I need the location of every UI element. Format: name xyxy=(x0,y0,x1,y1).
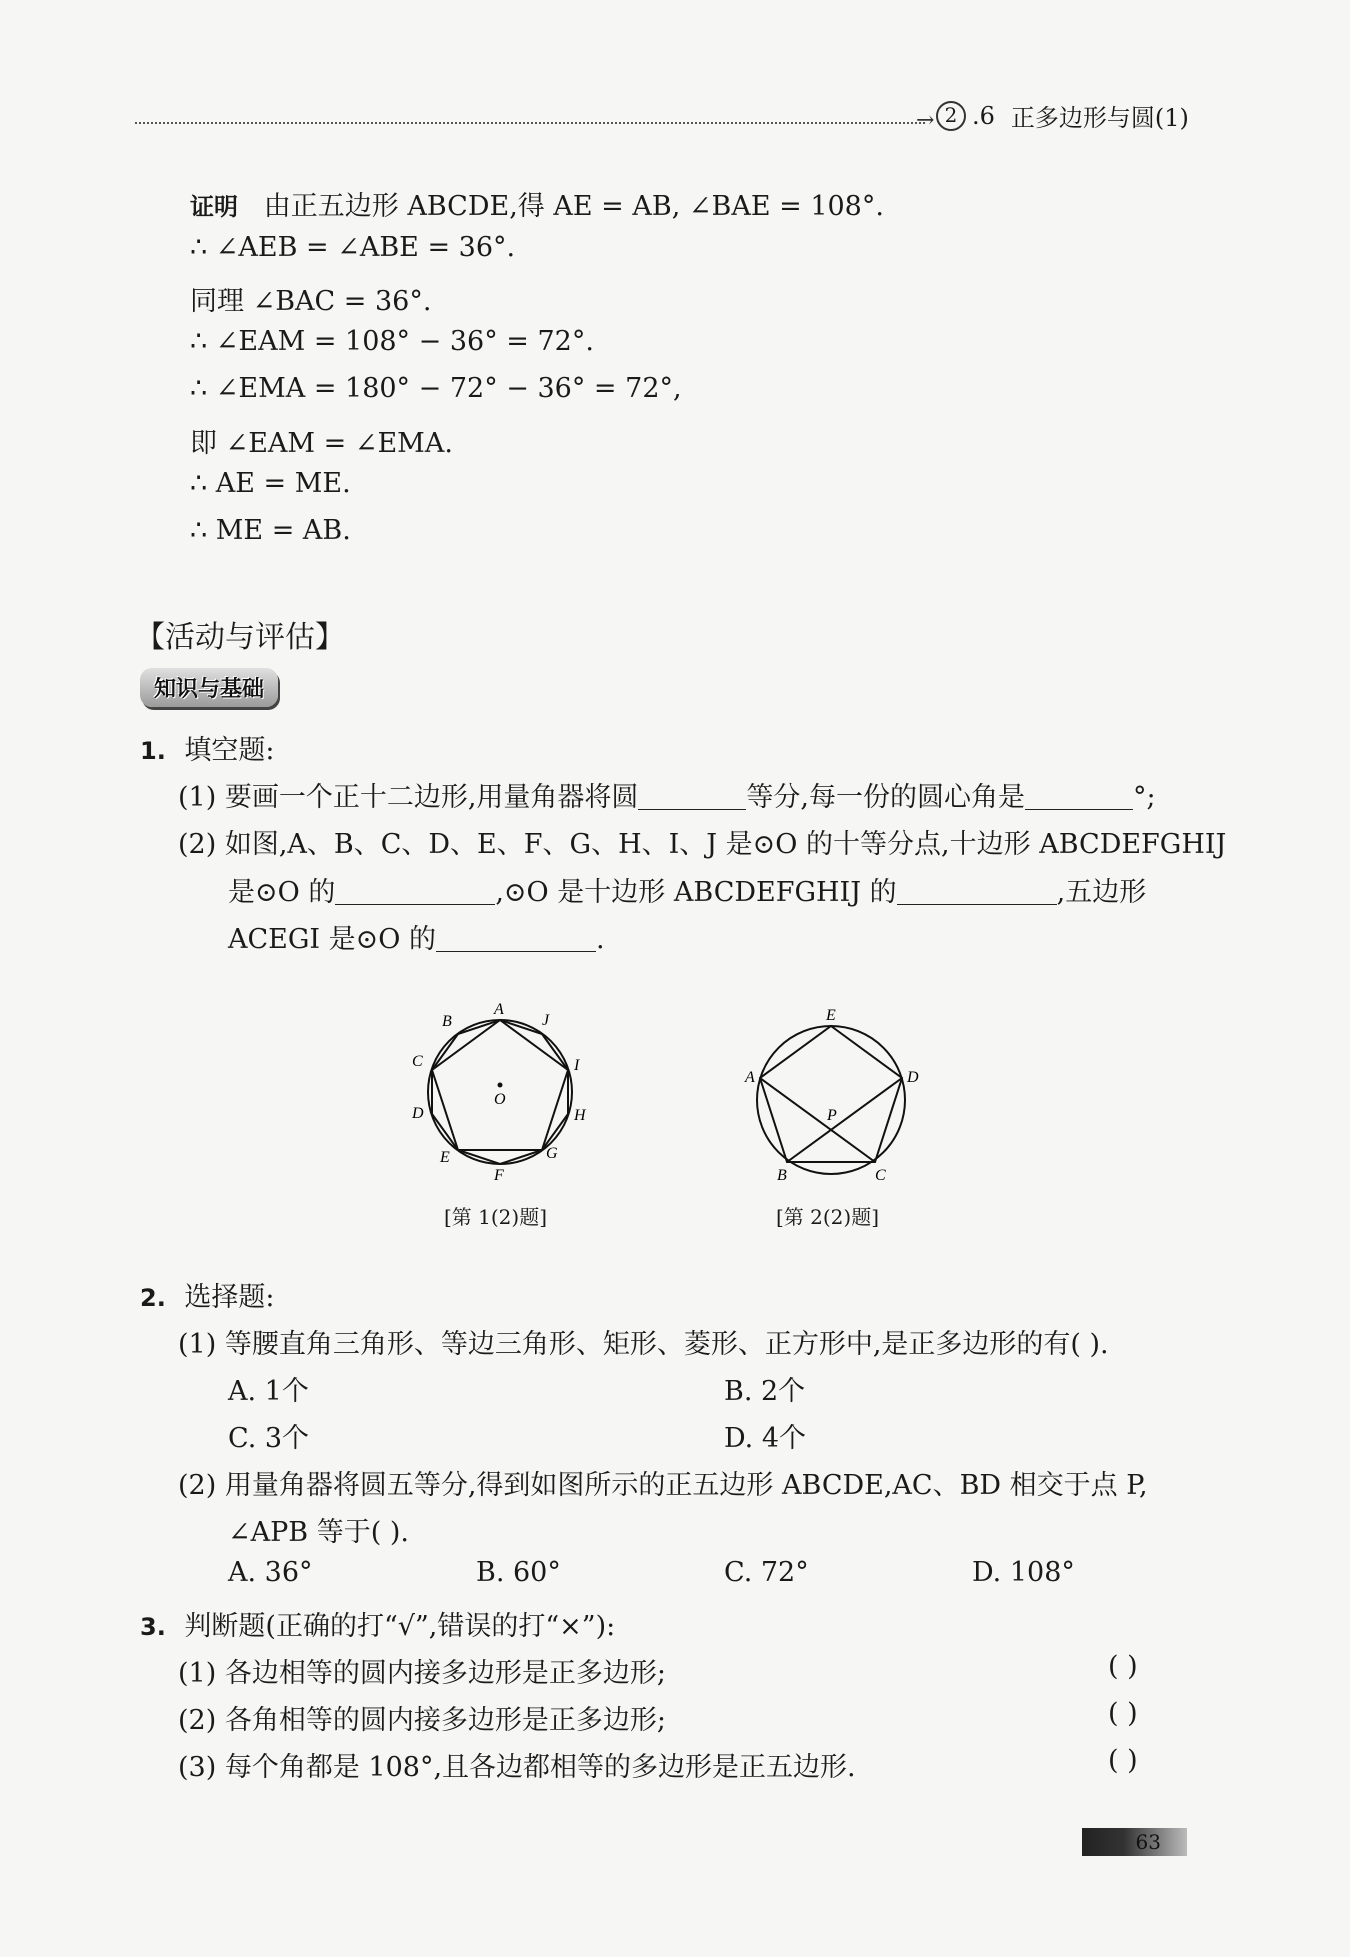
arrow-icon: → xyxy=(916,108,935,133)
q1-part2-text-e: . xyxy=(596,924,605,955)
section-number: .6 xyxy=(972,101,995,130)
proof-text: 由正五边形 ABCDE,得 AE = AB, ∠BAE = 108°. xyxy=(263,191,884,222)
label-d: D xyxy=(907,1069,919,1086)
q1-part2-line2 xyxy=(228,870,1146,909)
q3-item-2: (2) 各角相等的圆内接多边形是正多边形; xyxy=(178,1705,666,1736)
label-f: F xyxy=(494,1167,504,1184)
label-d: D xyxy=(412,1105,424,1122)
q1-number: 1. xyxy=(140,737,166,765)
proof-line-2: ∴ ∠AEB = ∠ABE = 36°. xyxy=(190,232,516,263)
proof-line-6: 即 ∠EAM = ∠EMA. xyxy=(190,428,453,459)
chapter-number: 2 xyxy=(936,101,966,131)
q3-item-1: (1) 各边相等的圆内接多边形是正多边形; xyxy=(178,1658,666,1689)
proof-line-3: 同理 ∠BAC = 36°. xyxy=(190,286,432,317)
q1-part2-line1: (2) 如图,A、B、C、D、E、F、G、H、I、J 是⊙O 的十等分点,十边形 ABCDEFGHIJ xyxy=(178,829,1227,860)
label-a: A xyxy=(494,1001,504,1018)
q1-part1-text-c: °; xyxy=(1133,782,1156,813)
answer-blank[interactable] xyxy=(436,927,596,952)
label-o: O xyxy=(494,1091,506,1108)
q2-number: 2. xyxy=(140,1284,166,1312)
label-h: H xyxy=(574,1107,586,1124)
label-g: G xyxy=(546,1145,558,1162)
q3-answer-2[interactable]: ( ) xyxy=(1108,1698,1138,1729)
proof-line-5: ∴ ∠EMA = 180° − 72° − 36° = 72°, xyxy=(190,373,682,404)
circle-o xyxy=(757,1026,905,1174)
label-p: P xyxy=(827,1107,837,1124)
label-b: B xyxy=(777,1167,787,1184)
figure-2-pentagon xyxy=(735,1000,935,1190)
page-number: 63 xyxy=(1082,1828,1187,1856)
q3-answer-3[interactable]: ( ) xyxy=(1108,1745,1138,1776)
label-e: E xyxy=(826,1007,836,1024)
q1-part1 xyxy=(178,775,1156,814)
label-c: C xyxy=(412,1053,423,1070)
center-point xyxy=(498,1083,503,1088)
q3-item-3: (3) 每个角都是 108°,且各边都相等的多边形是正五边形. xyxy=(178,1752,856,1783)
q1-heading xyxy=(140,728,275,767)
q2-p1-option-c[interactable]: C. 3个 xyxy=(228,1423,310,1454)
proof-line-4: ∴ ∠EAM = 108° − 36° = 72°. xyxy=(190,326,594,357)
q1-part2-text-a: 是⊙O 的 xyxy=(228,877,336,908)
q2-part2-line1: (2) 用量角器将圆五等分,得到如图所示的正五边形 ABCDE,AC、BD 相交于点 P, xyxy=(178,1470,1148,1501)
header-rule xyxy=(135,122,925,124)
label-i: I xyxy=(574,1057,580,1074)
label-j: J xyxy=(542,1012,550,1029)
figure-1-decagon xyxy=(400,990,600,1190)
q3-heading xyxy=(140,1604,615,1643)
q2-heading xyxy=(140,1275,275,1314)
q2-part2-line2: ∠APB 等于( ). xyxy=(228,1517,409,1548)
q1-title: 填空题: xyxy=(184,735,275,766)
label-a: A xyxy=(745,1069,755,1086)
label-b: B xyxy=(442,1013,452,1030)
label-c: C xyxy=(875,1167,886,1184)
answer-blank[interactable] xyxy=(335,880,495,905)
q2-p1-option-d[interactable]: D. 4个 xyxy=(724,1423,807,1454)
q1-part2-text-d: ACEGI 是⊙O 的 xyxy=(228,924,437,955)
q1-part1-text-a: (1) 要画一个正十二边形,用量角器将圆 xyxy=(178,782,639,813)
activity-section-title: 【活动与评估】 xyxy=(135,620,345,655)
figure-1-caption: [第 1(2)题] xyxy=(444,1205,548,1229)
knowledge-badge: 知识与基础 xyxy=(140,668,278,707)
answer-blank[interactable] xyxy=(638,785,746,810)
q2-p2-option-a[interactable]: A. 36° xyxy=(228,1557,313,1588)
q2-p2-option-c[interactable]: C. 72° xyxy=(724,1557,809,1588)
q2-p2-option-d[interactable]: D. 108° xyxy=(972,1557,1075,1588)
q2-p1-option-a[interactable]: A. 1个 xyxy=(228,1376,309,1407)
q2-p1-option-b[interactable]: B. 2个 xyxy=(724,1376,806,1407)
proof-line-8: ∴ ME = AB. xyxy=(190,515,351,546)
q1-part2-line3 xyxy=(228,917,605,956)
proof-line-1 xyxy=(190,184,884,223)
q3-title: 判断题(正确的打“√”,错误的打“×”): xyxy=(184,1611,616,1642)
q1-part2-text-c: ,五边形 xyxy=(1056,877,1147,908)
answer-blank[interactable] xyxy=(1025,785,1133,810)
q2-part1: (1) 等腰直角三角形、等边三角形、矩形、菱形、正方形中,是正多边形的有( ). xyxy=(178,1329,1109,1360)
q2-title: 选择题: xyxy=(184,1282,275,1313)
label-e: E xyxy=(440,1149,450,1166)
q1-part2-text-b: ,⊙O 是十边形 ABCDEFGHIJ 的 xyxy=(495,877,897,908)
q1-part1-text-b: 等分,每一份的圆心角是 xyxy=(746,782,1026,813)
q3-answer-1[interactable]: ( ) xyxy=(1108,1651,1138,1682)
answer-blank[interactable] xyxy=(897,880,1057,905)
page-header xyxy=(936,98,1189,133)
proof-line-7: ∴ AE = ME. xyxy=(190,468,351,499)
figure-2-caption: [第 2(2)题] xyxy=(776,1205,880,1229)
proof-label: 证明 xyxy=(190,193,238,221)
q3-number: 3. xyxy=(140,1613,166,1641)
section-title: 正多边形与圆(1) xyxy=(1010,104,1189,132)
q2-p2-option-b[interactable]: B. 60° xyxy=(476,1557,561,1588)
